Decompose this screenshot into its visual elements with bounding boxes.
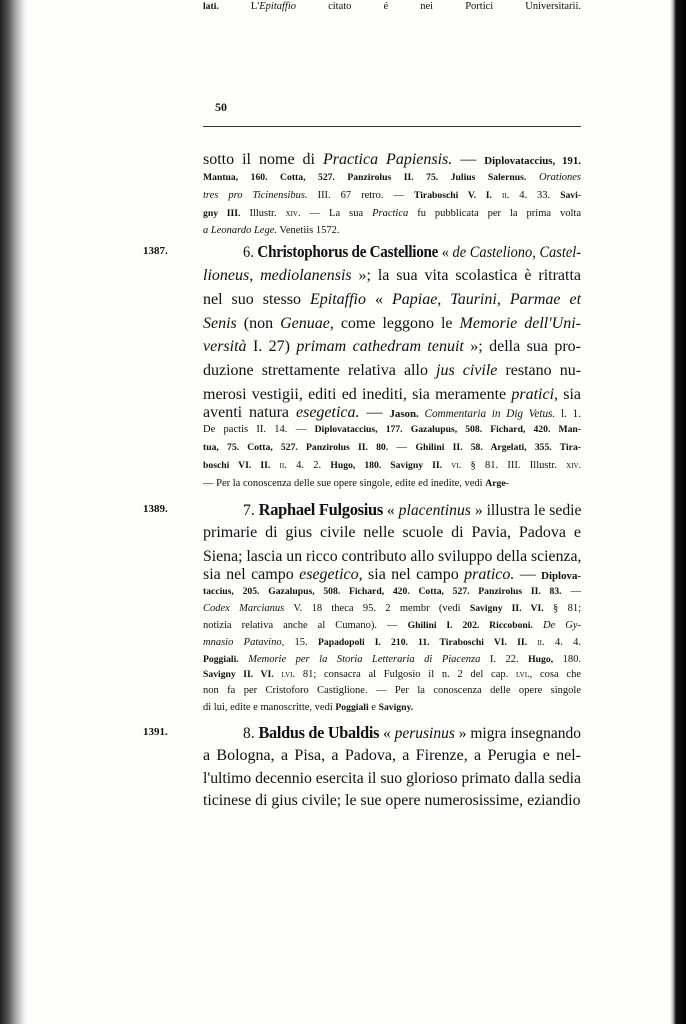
text-segment: Epitaffio (259, 1, 296, 12)
text-segment: Diplova- (541, 570, 582, 582)
text-segment: « (382, 502, 399, 519)
margin-year-1389: 1389. (143, 503, 168, 515)
text-segment: Papiae, Taurini, Parmae et (391, 291, 582, 308)
text-line (203, 701, 581, 715)
text-segment: non fa per Cristoforo Castiglione. — Per la conoscenza delle opere singole (203, 685, 581, 696)
text-segment: lvi (281, 669, 293, 680)
text-line (203, 636, 581, 650)
text-segment: « (379, 725, 395, 742)
text-segment: ., cosa che (527, 669, 581, 680)
text-segment: sia nel campo (203, 566, 300, 583)
text-segment: Hugo, (528, 654, 554, 665)
text-segment: § 81; (543, 603, 581, 614)
margin-year-1391: 1391. (143, 726, 168, 738)
text-segment (527, 637, 537, 648)
text-line (203, 523, 581, 543)
text-segment: Arge- (485, 478, 509, 489)
text-segment: ii (501, 190, 507, 201)
text-segment: Epitaffio (309, 291, 366, 308)
text-segment: sia nel campo (362, 566, 465, 583)
text-segment: — (514, 566, 542, 583)
text-segment: . 81; consacra al Fulgosio il n. 2 del cap. (292, 669, 516, 680)
text-line (203, 150, 581, 171)
text-segment: l. 1. (555, 408, 581, 420)
text-segment: Tiraboschi V. I. (413, 190, 492, 201)
text-segment: Senis (203, 315, 237, 332)
text-segment: . 4. 4. (542, 637, 582, 648)
text-segment: Baldus de Ubaldis (258, 723, 380, 742)
text-segment: vi (451, 460, 459, 471)
text-segment: (non (236, 315, 281, 332)
text-segment: ticinese di gius civile; le sue opere numerosissime, eziandio (203, 792, 581, 809)
text-line (203, 403, 581, 424)
text-segment: « (365, 291, 392, 308)
text-line (203, 459, 581, 473)
text-segment: ii (279, 460, 285, 471)
text-segment: sotto il nome di (203, 151, 323, 168)
text-line (203, 585, 581, 599)
text-line (203, 385, 581, 405)
text-segment: a Bologna, a Pisa, a Padova, a Firenze, a Perugia e nel- (203, 747, 581, 764)
text-segment: Savigny II. VI. (469, 603, 544, 614)
text-segment: — (452, 151, 485, 168)
text-segment: Memorie per la Storia Letteraria di Piacenza (238, 654, 481, 665)
text-segment: esegetica. (295, 404, 360, 421)
text-segment: Siena; lascia un ricco contributo allo sviluppo della scienza, (203, 548, 582, 565)
text-segment: . 4. 2. (284, 460, 331, 471)
text-segment: III. 67 retro. — (307, 190, 414, 201)
text-segment: 7. (243, 502, 259, 519)
text-segment: pratici (511, 386, 555, 403)
text-segment: fu pubblicata per la prima volta (408, 208, 581, 219)
text-segment: « (438, 244, 453, 261)
margin-year-1387: 1387. (143, 245, 168, 257)
text-segment: , 15. (281, 637, 318, 648)
text-segment: Memorie dell'Uni- (459, 315, 581, 332)
text-segment: aventi natura (203, 404, 296, 421)
text-segment: placentinus (398, 502, 471, 519)
text-line (203, 171, 581, 185)
text-line (243, 242, 581, 263)
text-segment: I. 27) (246, 338, 297, 355)
text-segment: esegetico, (299, 566, 363, 583)
text-line (203, 668, 581, 682)
text-segment: Savigny. (378, 702, 414, 713)
text-segment: — (359, 404, 390, 421)
text-segment: Papadopoli I. 210. 11. Tiraboschi VI. II. (317, 637, 527, 648)
text-segment: Orationes (526, 172, 581, 183)
text-segment: lati. (203, 1, 219, 12)
text-segment: perusinus (394, 725, 455, 742)
page-number: 50 (215, 100, 227, 114)
text-segment: 8. (243, 725, 259, 742)
text-segment: pratico. (464, 566, 515, 583)
text-segment: mnasio Patavino (203, 637, 282, 648)
text-segment: Mantua, 160. Cotta, 527. Panzirolus II. 75. Julius Salernus. (203, 172, 527, 183)
text-segment: De Gy- (532, 620, 581, 631)
text-segment: »; della sua pro- (463, 338, 581, 355)
text-line (203, 441, 581, 455)
text-segment: restano nu- (497, 362, 582, 379)
text-segment: tua, 75. Cotta, 527. Panzirolus II. 80. (203, 442, 389, 453)
text-line (203, 477, 581, 491)
text-line (203, 207, 581, 221)
text-segment: Savi- (560, 190, 582, 201)
text-line (203, 619, 581, 633)
text-segment: Genuae (280, 315, 330, 332)
text-segment (492, 190, 502, 201)
text-line (203, 266, 581, 286)
text-segment: Ghilini I. 202. Riccoboni. (407, 620, 533, 631)
text-segment (270, 460, 279, 471)
text-segment: Savigny II. VI. (203, 669, 274, 680)
text-line (203, 565, 581, 586)
text-segment: gny III. (203, 208, 241, 219)
text-segment: . § 81. III. Illustr. (458, 460, 567, 471)
text-segment: Raphael Fulgosius (258, 500, 383, 519)
text-segment: I. 22. (480, 654, 529, 665)
scan-page-edge (670, 0, 686, 1024)
text-line (203, 423, 581, 437)
text-segment: , sia (554, 386, 581, 403)
text-segment: de Casteliono, Castel- (452, 244, 582, 261)
text-line (243, 723, 581, 744)
text-segment: — (388, 442, 416, 453)
text-line (203, 684, 581, 698)
text-line (203, 361, 581, 381)
text-segment: Christophorus de Castellione (257, 242, 439, 261)
text-segment: duzione strettamente relativa allo (203, 362, 437, 379)
text-segment: » migra insegnando (454, 725, 581, 742)
text-line (203, 314, 581, 334)
text-segment: Codex Marcianus (203, 603, 285, 614)
text-line (203, 791, 581, 811)
text-segment: jus civile (436, 362, 498, 379)
text-line (203, 547, 581, 567)
text-segment: Illustr. (240, 208, 286, 219)
text-segment: primarie di gius civile nelle scuole di Pavia, Padova e (203, 524, 581, 541)
text-line (203, 189, 581, 203)
text-segment: L' (218, 1, 260, 12)
text-segment: . — La sua (298, 208, 373, 219)
text-segment: Poggiali (335, 702, 369, 713)
text-segment: lvi (516, 669, 528, 680)
text-segment: citato é nei Portici Universitarii. (295, 1, 581, 12)
text-segment: a Leonardo Lege. (203, 225, 277, 236)
text-segment: Poggiali. (203, 654, 239, 665)
text-segment: l'ultimo decennio esercita il suo glorioso primato dalla sedia (203, 770, 582, 787)
text-segment: — (561, 586, 582, 597)
text-segment: tres pro Ticinensibus. (203, 190, 308, 201)
text-segment: boschi VI. II. (203, 460, 271, 471)
text-segment: Venetiis 1572. (276, 225, 340, 236)
text-line (203, 769, 581, 789)
text-line (243, 500, 581, 521)
text-segment: e (368, 702, 379, 713)
text-segment: di lui, edite e manoscritte, vedi (203, 702, 336, 713)
text-segment: » illustra le sedie (470, 502, 582, 519)
text-segment: lioneus, mediolanensis (203, 267, 352, 284)
header-rule (203, 126, 581, 127)
text-segment: xiv (285, 208, 298, 219)
text-segment: versità (203, 338, 247, 355)
text-segment (442, 460, 451, 471)
text-segment: notizia relativa anche al Cumano). — (203, 620, 408, 631)
text-line (203, 290, 581, 310)
text-line (203, 602, 581, 616)
text-segment: Diplovataccius, 177. Gazalupus, 508. Fichard, 420. Man- (314, 424, 581, 435)
text-segment: — Per la conoscenza delle sue opere singole, edite ed inedite, vedi (203, 478, 486, 489)
text-segment: 6. (243, 244, 258, 261)
text-line (203, 746, 581, 766)
text-segment: Commentaria in Dig Vetus. (418, 408, 556, 420)
text-segment: , come leggono le (329, 315, 460, 332)
text-segment: Practica (372, 208, 409, 219)
text-segment: ii (537, 637, 542, 648)
text-segment: Hugo, 180. Savigny II. (330, 460, 442, 471)
text-segment: taccius, 205. Gazalupus, 508. Fichard, 420. Cotta, 527. Panzirolus II. 83. (203, 586, 562, 597)
text-segment: Ghilini II. 58. Argelati, 355. Tira- (415, 442, 581, 453)
text-segment: 180. (553, 654, 582, 665)
text-segment: . 4. 33. (506, 190, 561, 201)
text-segment: Jason. (389, 408, 419, 420)
text-segment: primam cathedram tenuit (296, 338, 464, 355)
text-segment: merosi vestigii, editi ed inediti, sia meramente (203, 386, 512, 403)
scan-binding-edge (0, 0, 28, 1024)
text-segment: De pactis II. 14. — (203, 424, 315, 435)
text-segment: nel suo stesso (203, 291, 310, 308)
text-line (203, 337, 581, 357)
text-segment: »; la sua vita scolastica è ritratta (351, 267, 582, 284)
text-line (203, 653, 581, 667)
text-segment: Practica Papiensis. (322, 151, 453, 168)
text-line (203, 0, 581, 14)
text-segment: xiv. (566, 460, 582, 471)
text-segment: V. 18 theca 95. 2 membr (vedi (284, 603, 470, 614)
text-line (203, 224, 581, 238)
text-segment: Diplovataccius, 191. (484, 155, 581, 167)
